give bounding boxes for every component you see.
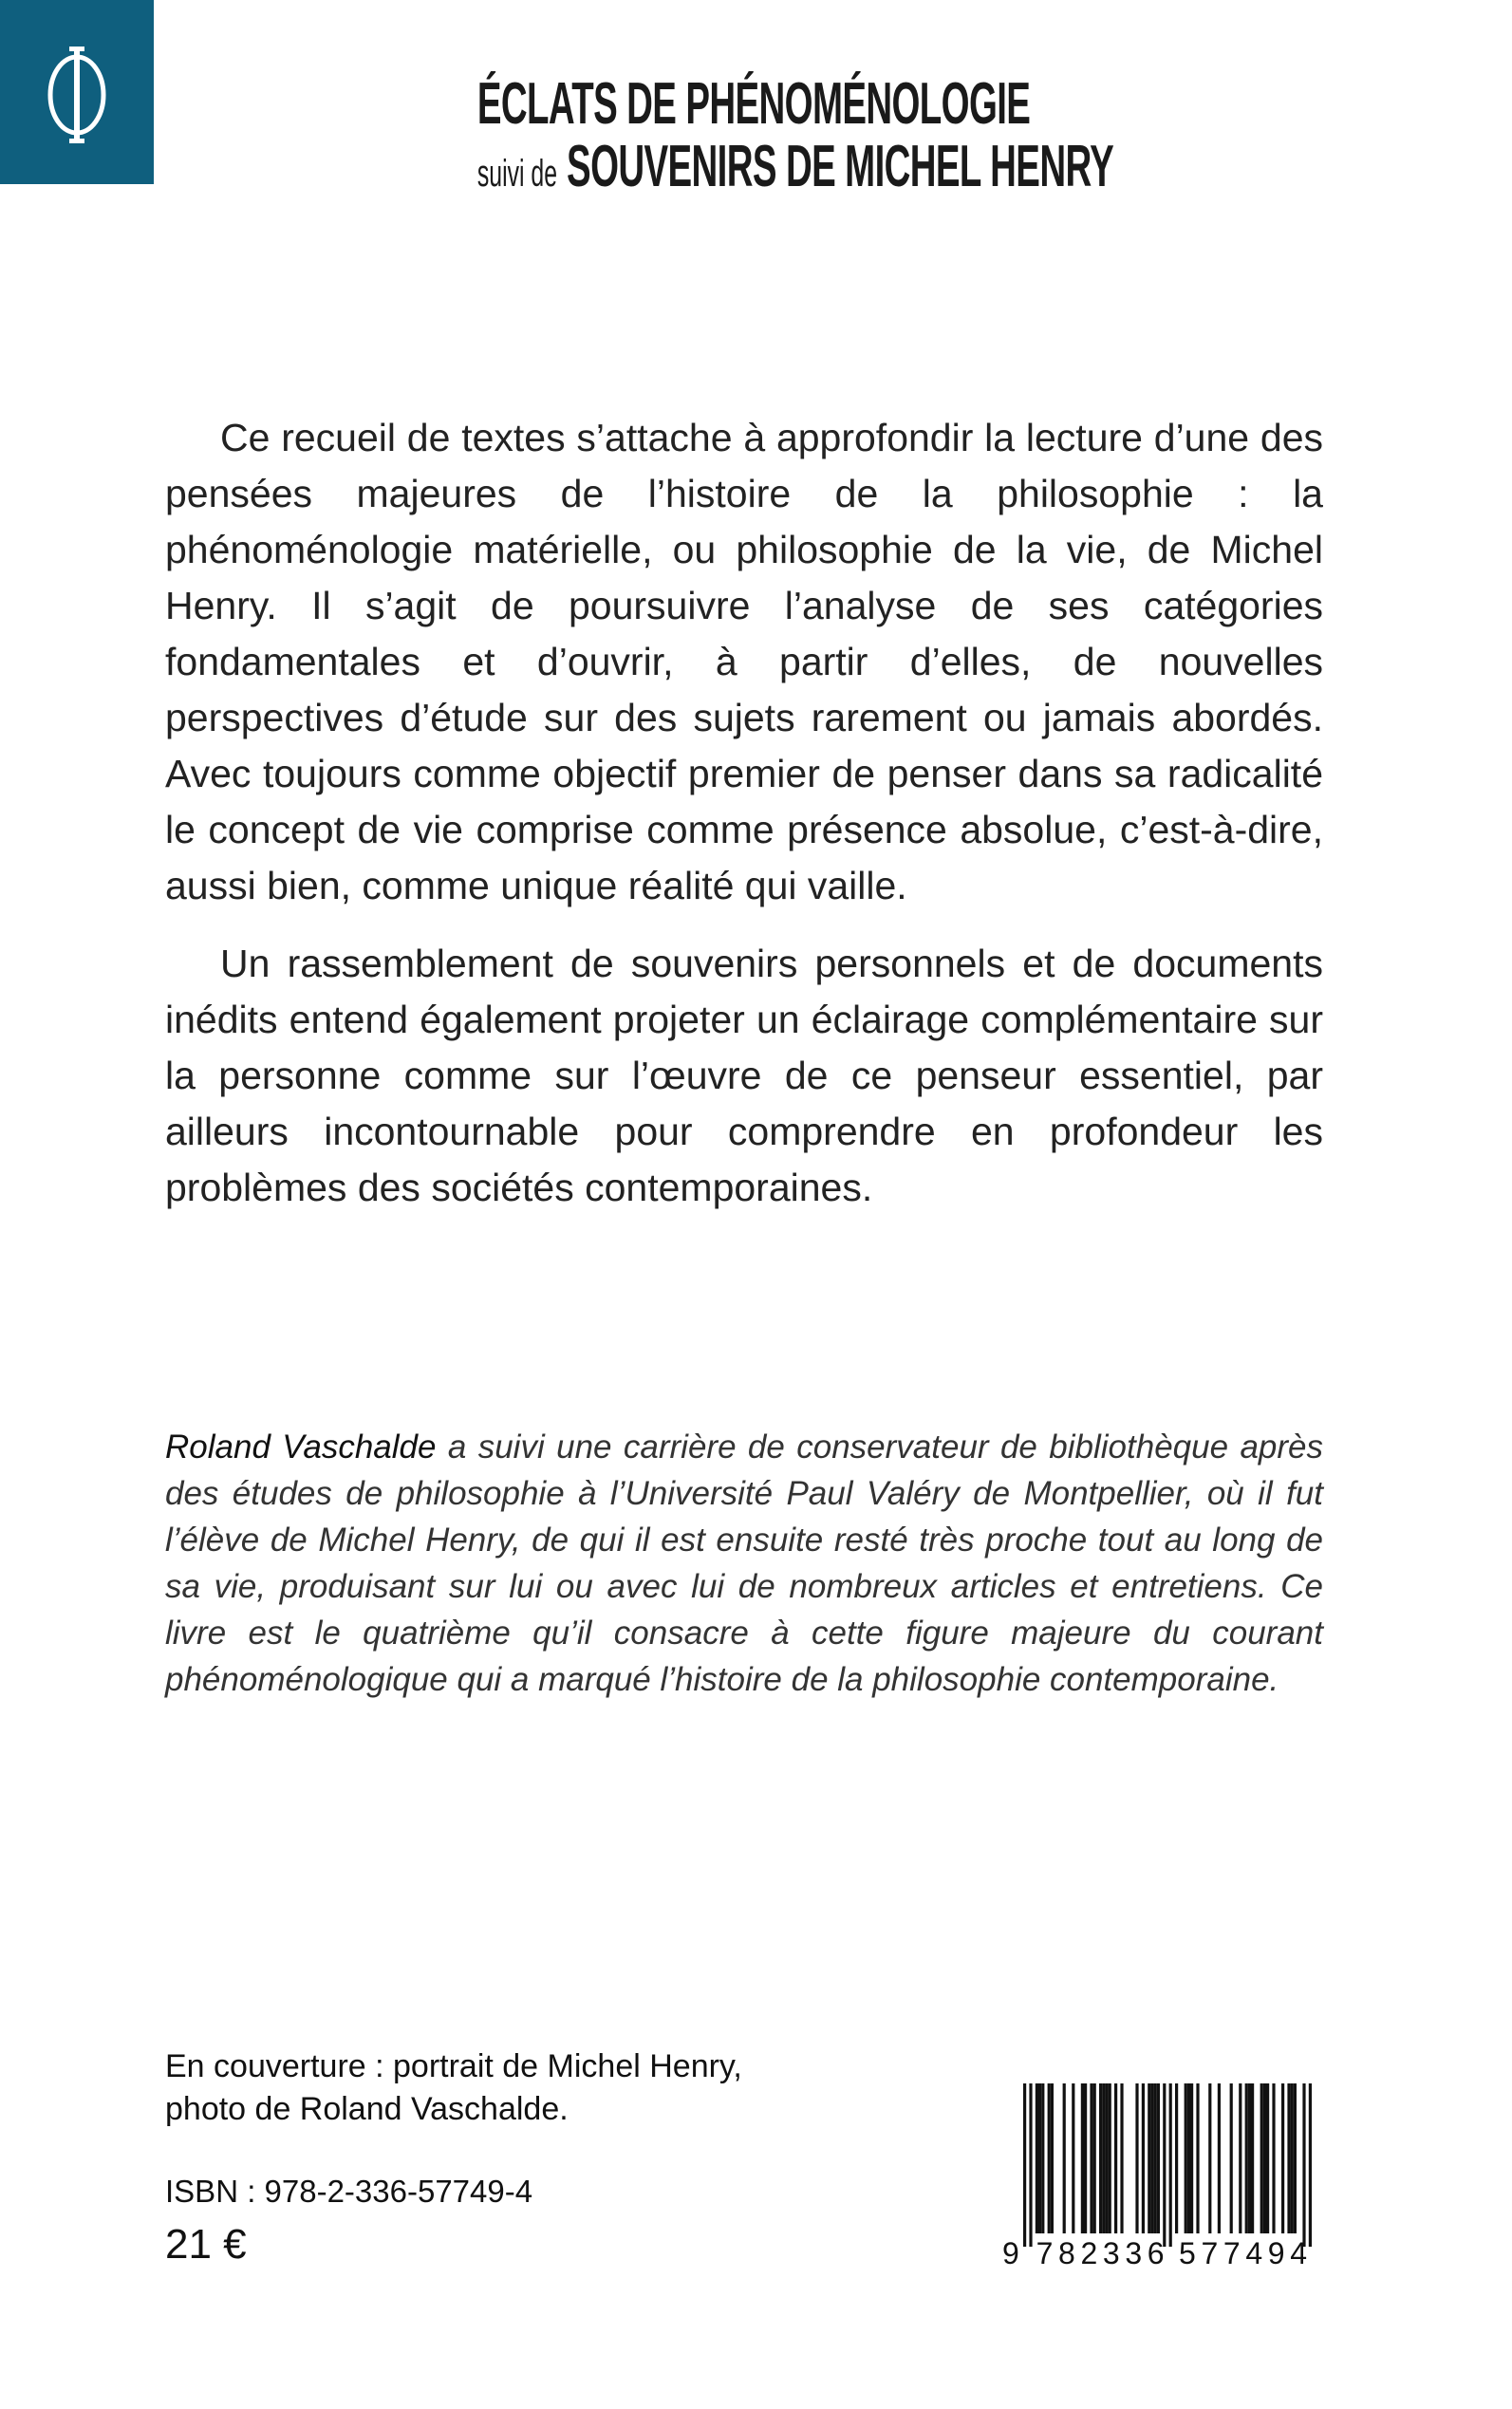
barcode-bar [1084, 2083, 1087, 2233]
barcode-bar [1093, 2083, 1096, 2233]
barcode-bar [1120, 2083, 1123, 2233]
barcode-bar [1260, 2083, 1263, 2233]
blurb-paragraph-1: Ce recueil de textes s’attache à approfondir la lecture d’une des pensées majeures de l’histoire de la philosophie : la phénoménologie matérielle, ou philosophie de la vie, de Michel Henry. Il s’agit de poursuivre l’analyse de ses catégories fondamentales et d’ouvrir, à partir d’elles, de nouvelles perspectives d’étude sur des sujets rarement ou jamais abordés. Avec toujours comme objectif premier de penser dans sa radicalité le concept de vie comprise comme présence absolue, c’est-à-dire, aussi bien, comme unique réalité qui vaille. [165, 416, 1323, 907]
bio-text: a suivi une carrière de conservateur de bibliothèque après des études de philosophie à l’Université Paul Valéry de Montpellier, où il fut l’élève de Michel Henry, de qui il est ensuite resté très proche tout au long de sa vie, produisant sur lui ou avec lui de nombreux articles et entretiens. Ce livre est le quatrième qu’il consacre à cette figure majeure du courant phénoménologique qui a marqué l’histoire de la philosophie contemporaine. [165, 1429, 1323, 1698]
blurb [165, 410, 1323, 1238]
author-bio [165, 1424, 1323, 1703]
barcode-bar [1294, 2083, 1297, 2233]
barcode-bar [1154, 2083, 1157, 2233]
barcode-bar [1196, 2083, 1199, 2233]
title-line-2 [476, 134, 1114, 204]
barcode-bar [1036, 2083, 1038, 2233]
barcode-bar [1208, 2083, 1211, 2233]
barcode-bar [1239, 2083, 1241, 2233]
barcode-bar [1051, 2083, 1054, 2233]
barcode-bar [1063, 2083, 1066, 2233]
barcode [997, 2083, 1329, 2273]
barcode-bar [1245, 2083, 1248, 2233]
barcode-bar [1185, 2083, 1187, 2233]
credit-line-1: En couverture : portrait de Michel Henry, [165, 2048, 742, 2084]
barcode-bar [1029, 2083, 1032, 2247]
barcode-bar [1142, 2083, 1145, 2233]
author-name: Roland Vaschalde [165, 1429, 437, 1466]
publisher-logo [0, 0, 154, 184]
barcode-bar [1291, 2083, 1294, 2233]
barcode-bar [1114, 2083, 1117, 2233]
barcode-bar [1187, 2083, 1190, 2233]
credit-line-2: photo de Roland Vaschalde. [165, 2091, 569, 2127]
barcode-bar [1135, 2083, 1138, 2233]
barcode-digits: 577494 [1179, 2236, 1307, 2270]
barcode-bar [1099, 2083, 1102, 2233]
barcode-bar [1287, 2083, 1290, 2233]
barcode-bar [1309, 2083, 1312, 2247]
barcode-bar [1102, 2083, 1105, 2233]
barcode-bar [1048, 2083, 1051, 2233]
title-line-1: ÉCLATS DE PHÉNOMÉNOLOGIE [476, 71, 1031, 137]
barcode-bar [1090, 2083, 1092, 2233]
price: 21 € [165, 2221, 247, 2268]
barcode-digits: 9 [1002, 2236, 1019, 2270]
barcode-bar [1148, 2083, 1150, 2233]
barcode-bar [1281, 2083, 1284, 2233]
title-suivi: suivi de [476, 153, 557, 195]
blurb-paragraph-2: Un rassemblement de souvenirs personnels et de documents inédits entend également projeter un éclairage complémentaire sur la personne comme sur l’œuvre de ce penseur essentiel, par ailleurs incontournable pour comprendre en profondeur les problèmes des sociétés contemporaines. [165, 942, 1323, 1209]
book-title [313, 71, 1177, 204]
barcode-bar [1302, 2083, 1305, 2247]
barcode-bar [1266, 2083, 1269, 2233]
barcode-bar [1272, 2083, 1275, 2233]
barcode-bar [1150, 2083, 1153, 2233]
barcode-bar [1190, 2083, 1193, 2233]
barcode-bar [1041, 2083, 1044, 2233]
barcode-bar [1263, 2083, 1266, 2233]
barcode-bar [1038, 2083, 1041, 2233]
barcode-bar [1218, 2083, 1221, 2233]
barcode-digits: 782336 [1036, 2236, 1165, 2270]
barcode-bar [1175, 2083, 1178, 2233]
barcode-bar [1109, 2083, 1111, 2233]
barcode-bar [1248, 2083, 1251, 2233]
barcode-bar [1157, 2083, 1160, 2233]
barcode-bar [1081, 2083, 1084, 2233]
barcode-bar [1163, 2083, 1166, 2247]
isbn: ISBN : 978-2-336-57749-4 [165, 2174, 533, 2209]
phi-icon [39, 43, 115, 147]
barcode-bar [1230, 2083, 1233, 2233]
barcode-bar [1072, 2083, 1074, 2233]
barcode-bar [1169, 2083, 1172, 2247]
barcode-bar [1251, 2083, 1254, 2233]
title-subtitle: SOUVENIRS DE MICHEL HENRY [567, 134, 1114, 199]
barcode-bar [1023, 2083, 1026, 2247]
cover-credit [165, 2045, 742, 2131]
barcode-bar [1105, 2083, 1108, 2233]
